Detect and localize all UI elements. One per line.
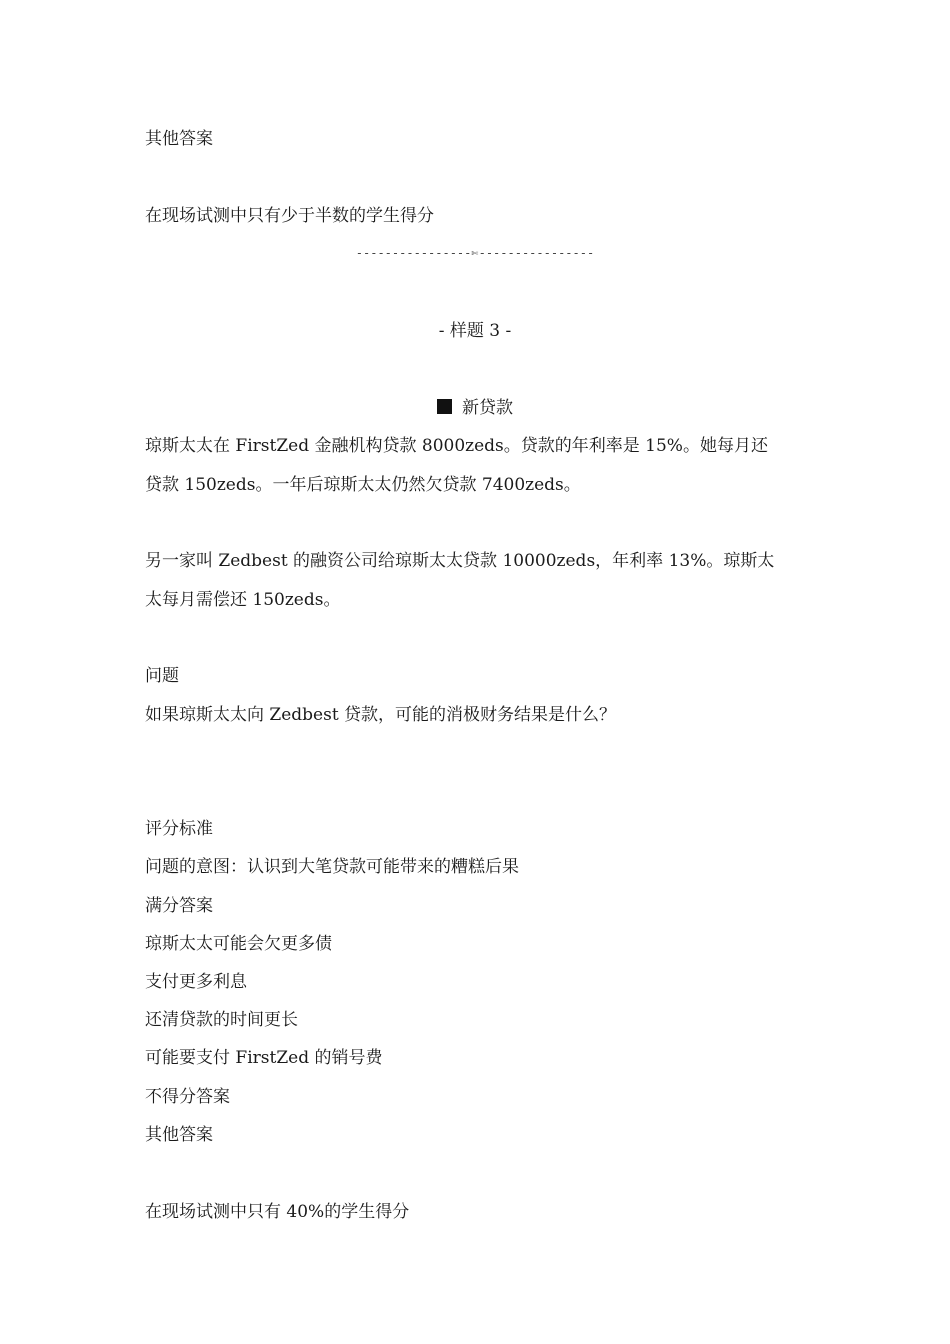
question-label: 问题 (145, 666, 179, 686)
section-heading (0, 397, 950, 419)
stimulus-1-line-1: 琼斯太太在 FirstZed 金融机构贷款 8000zeds。贷款的年利率是 15%。她每月还 (145, 436, 768, 456)
no-credit-item: 其他答案 (145, 1125, 213, 1145)
full-credit-item: 可能要支付 FirstZed 的销号费 (145, 1048, 383, 1068)
question-intent: 问题的意图：认识到大笔贷款可能带来的糟糕后果 (145, 857, 519, 877)
prev-field-note: 在现场试测中只有少于半数的学生得分 (145, 206, 434, 226)
stimulus-2-line-2: 太每月需偿还 150zeds。 (145, 590, 341, 610)
sample-title: - 样题 3 - (438, 321, 512, 341)
full-credit-item: 琼斯太太可能会欠更多债 (145, 934, 332, 954)
section-heading-text: 新贷款 (462, 398, 513, 418)
question-text: 如果琼斯太太向 Zedbest 贷款，可能的消极财务结果是什么？ (145, 705, 617, 725)
stimulus-1-line-2: 贷款 150zeds。一年后琼斯太太仍然欠贷款 7400zeds。 (145, 475, 581, 495)
stimulus-2-line-1: 另一家叫 Zedbest 的融资公司给琼斯太太贷款 10000zeds，年利率 13%。琼斯太 (145, 551, 775, 571)
full-credit-label: 满分答案 (145, 896, 213, 916)
field-test-note: 在现场试测中只有 40%的学生得分 (145, 1202, 410, 1222)
prev-other-answers: 其他答案 (145, 129, 213, 149)
cut-divider: ----------------✄---------------- (355, 246, 595, 260)
full-credit-item: 支付更多利息 (145, 972, 247, 992)
scoring-label: 评分标准 (145, 819, 213, 839)
square-bullet-icon (437, 399, 452, 414)
no-credit-label: 不得分答案 (145, 1087, 230, 1107)
full-credit-item: 还清贷款的时间更长 (145, 1010, 298, 1030)
